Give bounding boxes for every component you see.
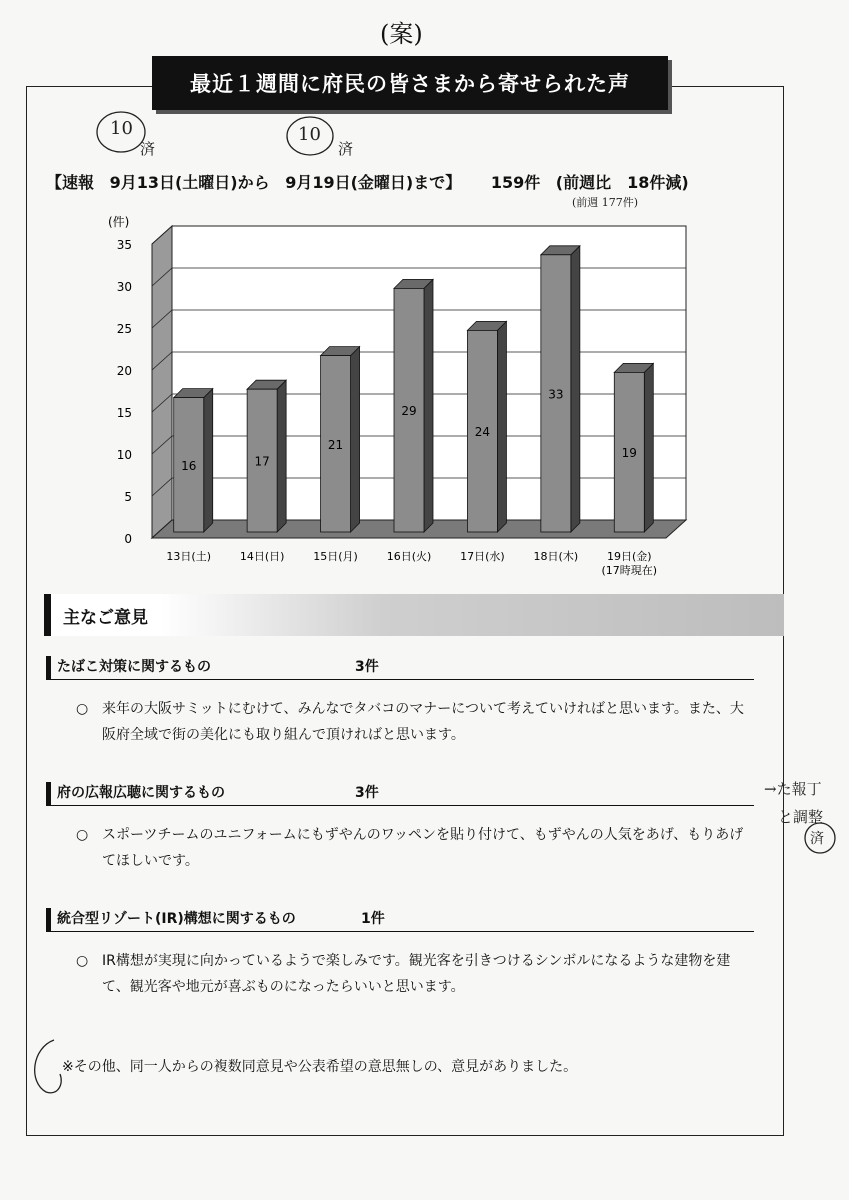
report-total: 159件 [490,173,541,192]
handwritten-side-note-3: 済 [810,831,824,847]
bar-value-label: 21 [327,437,344,452]
opinion-tobacco [76,696,756,748]
report-comparison: (前週比 18件減) [555,173,689,192]
bar-side [351,347,360,532]
opinions-section-heading: 主なご意見 [44,594,784,636]
bar-side [644,363,653,532]
y-tick-label: 0 [124,532,132,546]
report-from: 9月13日(土曜日)から [109,173,270,192]
bar-value-label: 24 [474,425,491,440]
handwritten-side-note-1: →た報丁 [764,780,822,798]
bar-value-label: 29 [401,404,417,419]
handwritten-count-2: 10 [298,124,321,145]
bullet-icon: ○ [76,701,89,717]
bar-side [204,389,213,532]
y-tick-label: 30 [116,280,132,294]
topic-title: たばこ対策に関するもの [57,659,211,675]
topic-title: 府の広報広聴に関するもの [57,785,225,801]
bar-value-label: 17 [254,454,270,469]
y-tick-label: 10 [116,448,132,462]
report-to: 9月19日(金曜日)まで】 [285,173,462,192]
x-tick-label: 16日(火) [386,550,432,563]
opinion-text: IR構想が実現に向かっているようで楽しみです。観光客を引きつけるシンボルになるような建物を建て、観光客や地元が喜ぶものになったらいいと思います。 [102,953,731,995]
x-tick-label: 14日(日) [239,550,285,563]
handwritten-sumi-1: 済 [140,140,156,158]
topic-title: 統合型リゾート(IR)構想に関するもの [57,911,296,927]
y-axis-label: (件) [108,215,130,229]
x-tick-label: 17日(水) [460,550,505,563]
handwritten-sumi-2: 済 [338,140,354,158]
bar-side [424,279,433,532]
topic-count: 3件 [355,659,379,675]
topic-heading-ir [46,908,754,932]
x-tick-label: 15日(月) [313,550,358,563]
opinion-text: 来年の大阪サミットにむけて、みんなでタバコのマナーについて考えていければと思います。また、大阪府全域で街の美化にも取り組んで頂ければと思います。 [102,701,744,743]
report-period [46,170,699,193]
bullet-icon: ○ [76,827,89,843]
handwritten-side-note-2: と調整 [778,808,824,826]
opinion-public-relations [76,822,756,874]
bar-side [571,246,580,532]
y-tick-label: 20 [116,364,132,378]
topic-count: 1件 [361,911,385,927]
y-tick-label: 5 [124,490,132,504]
x-tick-label: 13日(土) [166,550,212,563]
y-tick-label: 35 [116,238,132,252]
bullet-icon: ○ [76,953,89,969]
report-label: 【速報 [46,173,95,192]
y-tick-label: 25 [116,322,132,336]
page-title: 最近１週間に府民の皆さまから寄せられた声 [152,56,668,110]
handwritten-prev-week: (前週 177件) [572,196,639,209]
bar-side [497,321,506,532]
x-tick-sublabel: (17時現在) [601,564,658,577]
topic-count: 3件 [355,785,379,801]
topic-heading-public-relations [46,782,754,806]
y-tick-label: 15 [116,406,132,420]
bar-value-label: 33 [548,387,564,402]
opinion-text: スポーツチームのユニフォームにもずやんのワッペンを貼り付けて、もずやんの人気をあげ、もりあげてほしいです。 [102,827,744,869]
draft-mark: (案) [380,20,423,48]
topic-heading-tobacco [46,656,754,680]
x-tick-label: 18日(木) [533,550,579,563]
bar-value-label: 16 [181,458,197,473]
bar-value-label: 19 [621,446,637,461]
daily-count-chart [90,208,710,594]
footnote: ※その他、同一人からの複数同意見や公表希望の意思無しの、意見がありました。 [62,1059,578,1075]
x-tick-label: 19日(金) [606,550,652,563]
chart-side-wall [152,226,172,538]
bar-side [277,380,286,532]
opinion-ir [76,948,756,1000]
handwritten-count-1: 10 [110,118,133,139]
